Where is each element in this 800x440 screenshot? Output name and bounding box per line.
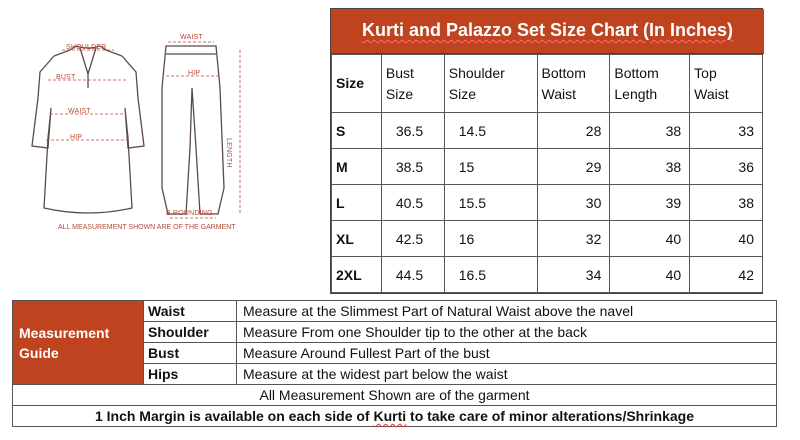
table-row bbox=[332, 257, 763, 293]
size-cell: L bbox=[332, 185, 382, 221]
table-cell: 15.5 bbox=[444, 185, 537, 221]
size-table bbox=[331, 54, 763, 293]
guide-note-row bbox=[13, 385, 777, 406]
table-cell: 36.5 bbox=[381, 113, 444, 149]
guide-heading: Measurement Guide bbox=[13, 301, 144, 385]
hip-label: HIP bbox=[70, 134, 83, 141]
guide-table bbox=[12, 300, 777, 427]
table-row bbox=[332, 221, 763, 257]
guide-part: Bust bbox=[144, 343, 237, 364]
size-cell: S bbox=[332, 113, 382, 149]
garment-illustration bbox=[18, 28, 318, 243]
table-cell: 40 bbox=[690, 221, 763, 257]
guide-description: Measure at the widest part below the waist bbox=[237, 364, 777, 385]
table-cell: 28 bbox=[537, 113, 610, 149]
size-chart bbox=[330, 8, 763, 294]
table-cell: 34 bbox=[537, 257, 610, 293]
bust-label: BUST bbox=[56, 74, 76, 81]
table-cell: 16.5 bbox=[444, 257, 537, 293]
size-cell: 2XL bbox=[332, 257, 382, 293]
table-cell: 38 bbox=[690, 185, 763, 221]
column-header: Shoulder Size bbox=[444, 55, 537, 113]
table-cell: 40.5 bbox=[381, 185, 444, 221]
table-body bbox=[332, 113, 763, 293]
length-label: LENGTH bbox=[225, 138, 232, 168]
shoulder-label: SHOULDER bbox=[66, 44, 107, 51]
guide-description: Measure at the Slimmest Part of Natural Waist above the navel bbox=[237, 301, 777, 322]
column-header: Bottom Length bbox=[610, 55, 690, 113]
chart-title: Kurti and Palazzo Set Size Chart (In Inches) bbox=[331, 9, 764, 54]
size-cell: XL bbox=[332, 221, 382, 257]
margin-note-keyword: Kurti bbox=[373, 408, 407, 424]
table-cell: 44.5 bbox=[381, 257, 444, 293]
guide-row bbox=[13, 301, 777, 322]
table-cell: 38 bbox=[610, 113, 690, 149]
pant-waist-label: WAIST bbox=[180, 34, 203, 41]
table-cell: 33 bbox=[690, 113, 763, 149]
size-cell: M bbox=[332, 149, 382, 185]
guide-part: Shoulder bbox=[144, 322, 237, 343]
table-row bbox=[332, 149, 763, 185]
table-cell: 38 bbox=[610, 149, 690, 185]
guide-description: Measure Around Fullest Part of the bust bbox=[237, 343, 777, 364]
table-cell: 30 bbox=[537, 185, 610, 221]
table-cell: 32 bbox=[537, 221, 610, 257]
guide-part: Hips bbox=[144, 364, 237, 385]
measurement-guide bbox=[12, 300, 777, 440]
column-header: Bottom Waist bbox=[537, 55, 610, 113]
table-cell: 39 bbox=[610, 185, 690, 221]
pant-hip-label: HIP bbox=[188, 70, 201, 77]
table-cell: 42.5 bbox=[381, 221, 444, 257]
guide-note: All Measurement Shown are of the garment bbox=[13, 385, 777, 406]
table-cell: 14.5 bbox=[444, 113, 537, 149]
margin-note: 1 Inch Margin is available on each side of Kurti to take care of minor alterations/Shrinkage bbox=[13, 406, 777, 427]
waist-label: WAIST bbox=[68, 108, 91, 115]
column-header: Bust Size bbox=[381, 55, 444, 113]
table-header-row bbox=[332, 55, 763, 113]
column-header: Size bbox=[332, 55, 382, 113]
table-cell: 42 bbox=[690, 257, 763, 293]
table-cell: 40 bbox=[610, 257, 690, 293]
table-row bbox=[332, 113, 763, 149]
guide-part: Waist bbox=[144, 301, 237, 322]
table-cell: 15 bbox=[444, 149, 537, 185]
bottom-rounding-label: B.ROUNDING bbox=[166, 210, 213, 217]
table-cell: 40 bbox=[610, 221, 690, 257]
table-row bbox=[332, 185, 763, 221]
column-header: Top Waist bbox=[690, 55, 763, 113]
guide-description: Measure From one Shoulder tip to the other at the back bbox=[237, 322, 777, 343]
table-cell: 29 bbox=[537, 149, 610, 185]
margin-note-row bbox=[13, 406, 777, 427]
table-cell: 38.5 bbox=[381, 149, 444, 185]
table-cell: 36 bbox=[690, 149, 763, 185]
table-cell: 16 bbox=[444, 221, 537, 257]
illustration-note: ALL MEASUREMENT SHOWN ARE OF THE GARMENT bbox=[58, 224, 236, 231]
